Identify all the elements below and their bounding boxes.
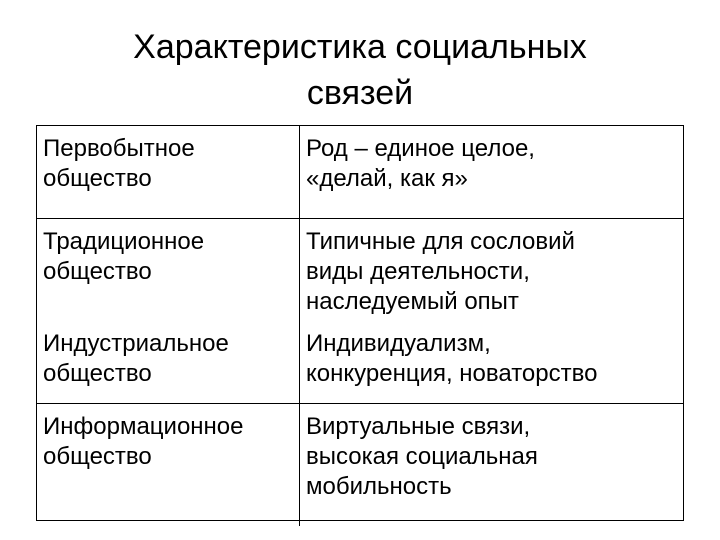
links-cell (300, 219, 684, 330)
society-links-table (36, 125, 684, 521)
society-text: общество (43, 165, 152, 192)
links-text: Виртуальные связи, (306, 413, 531, 440)
links-text: высокая социальная (306, 443, 538, 470)
society-text: Индустриальное (43, 330, 229, 357)
table-row (37, 404, 683, 527)
table-grid (37, 126, 683, 526)
society-cell (37, 126, 300, 219)
links-text: наследуемый опыт (306, 288, 519, 315)
society-text: Первобытное (43, 135, 195, 162)
links-text: конкуренция, новаторство (306, 360, 598, 387)
slide-title-line-1: Характеристика социальных (133, 28, 587, 66)
society-text: общество (43, 258, 152, 285)
society-text: общество (43, 443, 152, 470)
slide-title (60, 24, 660, 116)
links-text: «делай, как я» (306, 165, 468, 192)
links-text: мобильность (306, 473, 452, 500)
links-text: Род – единое целое, (306, 135, 535, 162)
links-cell (300, 329, 684, 404)
links-cell (300, 126, 684, 219)
links-text: виды деятельности, (306, 258, 530, 285)
links-text: Индивидуализм, (306, 330, 491, 357)
links-cell (300, 404, 684, 527)
society-cell (37, 219, 300, 330)
society-cell (37, 404, 300, 527)
society-text: Информационное (43, 413, 244, 440)
society-text: Традиционное (43, 228, 205, 255)
slide-title-line-2: связей (306, 74, 414, 112)
table-row (37, 219, 683, 330)
table-row (37, 329, 683, 404)
society-text: общество (43, 360, 152, 387)
links-text: Типичные для сословий (306, 228, 575, 255)
society-cell (37, 329, 300, 404)
table-row (37, 126, 683, 219)
